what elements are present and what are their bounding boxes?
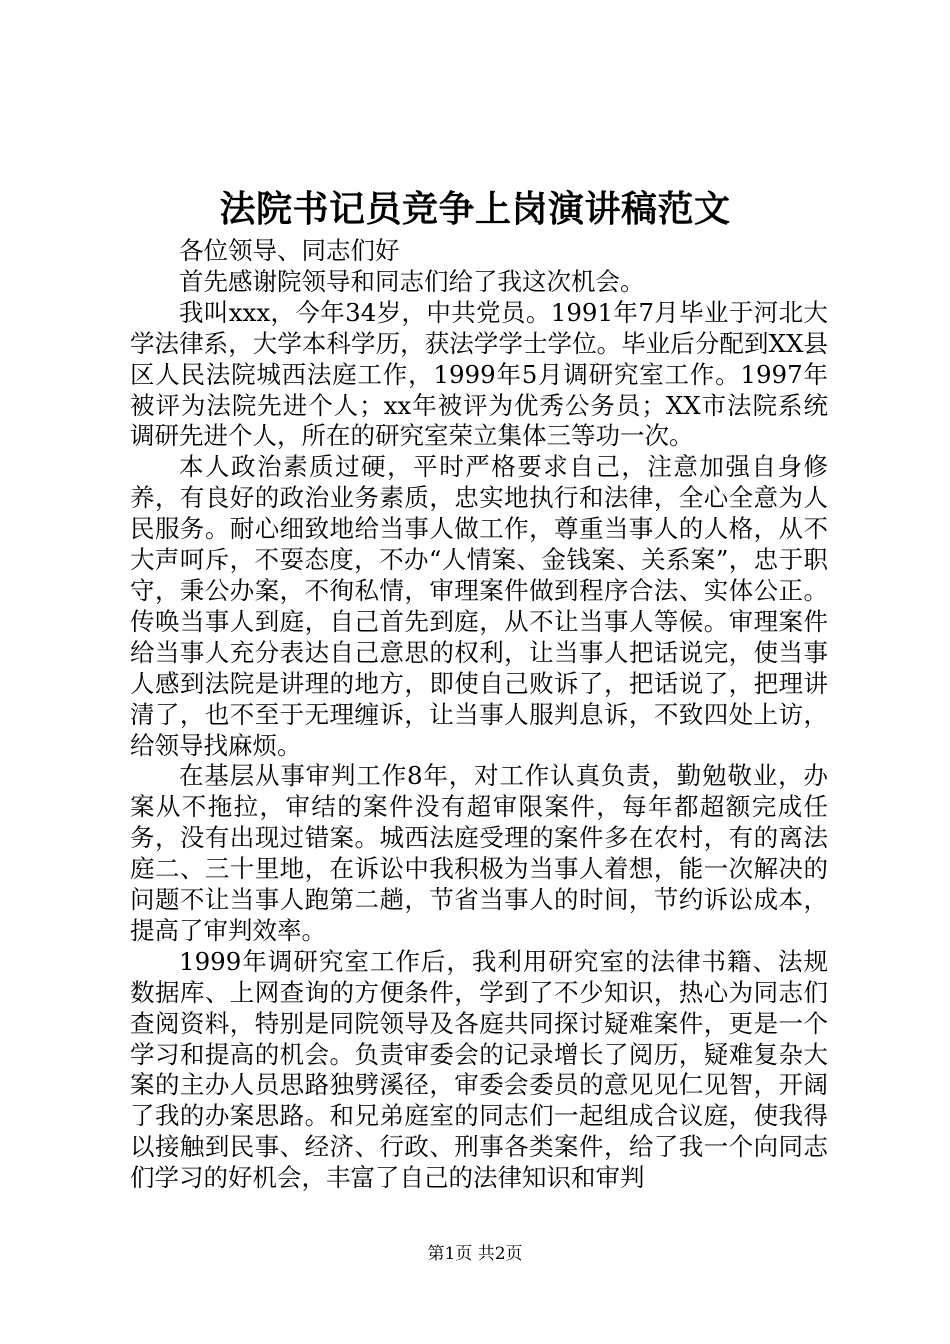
document-body	[130, 236, 828, 1194]
paragraph-thanks: 首先感谢院领导和同志们给了我这次机会。	[179, 266, 645, 296]
document-title: 法院书记员竞争上岗演讲稿范文	[219, 188, 731, 230]
paragraph-introduction: 我叫xxx，今年34岁，中共党员。1991年7月毕业于河北大学法律系，大学本科学历，获法学学士学位。毕业后分配到XX县区人民法院城西法庭工作，1999年5月调研究室工作。1997年被评为法院先进个人；xx年被评为优秀公务员；XX市法院系统调研先进个人，所在的研究室荣立集体三等功一次。	[130, 297, 828, 451]
page-number-footer: 第1页 共2页	[427, 1244, 523, 1264]
paragraph-political-quality: 本人政治素质过硬，平时严格要求自己，注意加强自身修养，有良好的政治业务素质，忠实地执行和法律，全心全意为人民服务。耐心细致地给当事人做工作，尊重当事人的人格，从不大声呵斥，不耍态度，不办“人情案、金钱案、关系案”，忠于职守，秉公办案，不徇私情，审理案件做到程序合法、实体公正。传唤当事人到庭，自己首先到庭，从不让当事人等候。审理案件给当事人充分表达自己意思的权利，让当事人把话说完，使当事人感到法院是讲理的地方，即使自己败诉了，把话说了，把理讲清了，也不至于无理缠诉，让当事人服判息诉，不致四处上访，给领导找麻烦。	[130, 452, 828, 760]
paragraph-trial-work: 在基层从事审判工作8年，对工作认真负责，勤勉敬业，办案从不拖拉，审结的案件没有超审限案件，每年都超额完成任务，没有出现过错案。城西法庭受理的案件多在农村，有的离法庭二、三十里地，在诉讼中我积极为当事人着想，能一次解决的问题不让当事人跑第二趟，节省当事人的时间，节约诉讼成本，提高了审判效率。	[130, 761, 828, 945]
paragraph-greeting: 各位领导、同志们好	[179, 236, 400, 265]
paragraph-research-office: 1999年调研究室工作后，我利用研究室的法律书籍、法规数据库、上网查询的方便条件，学到了不少知识，热心为同志们查阅资料，特别是同院领导及各庭共同探讨疑难案件，更是一个学习和提高的机会。负责审委会的记录增长了阅历，疑难复杂大案的主办人员思路独劈溪径，审委会委员的意见见仁见智，开阔了我的办案思路。和兄弟庭室的同志们一起组成合议庭，使我得以接触到民事、经济、行政、刑事各类案件，给了我一个向同志们学习的好机会，丰富了自己的法律知识和审判	[130, 946, 828, 1193]
